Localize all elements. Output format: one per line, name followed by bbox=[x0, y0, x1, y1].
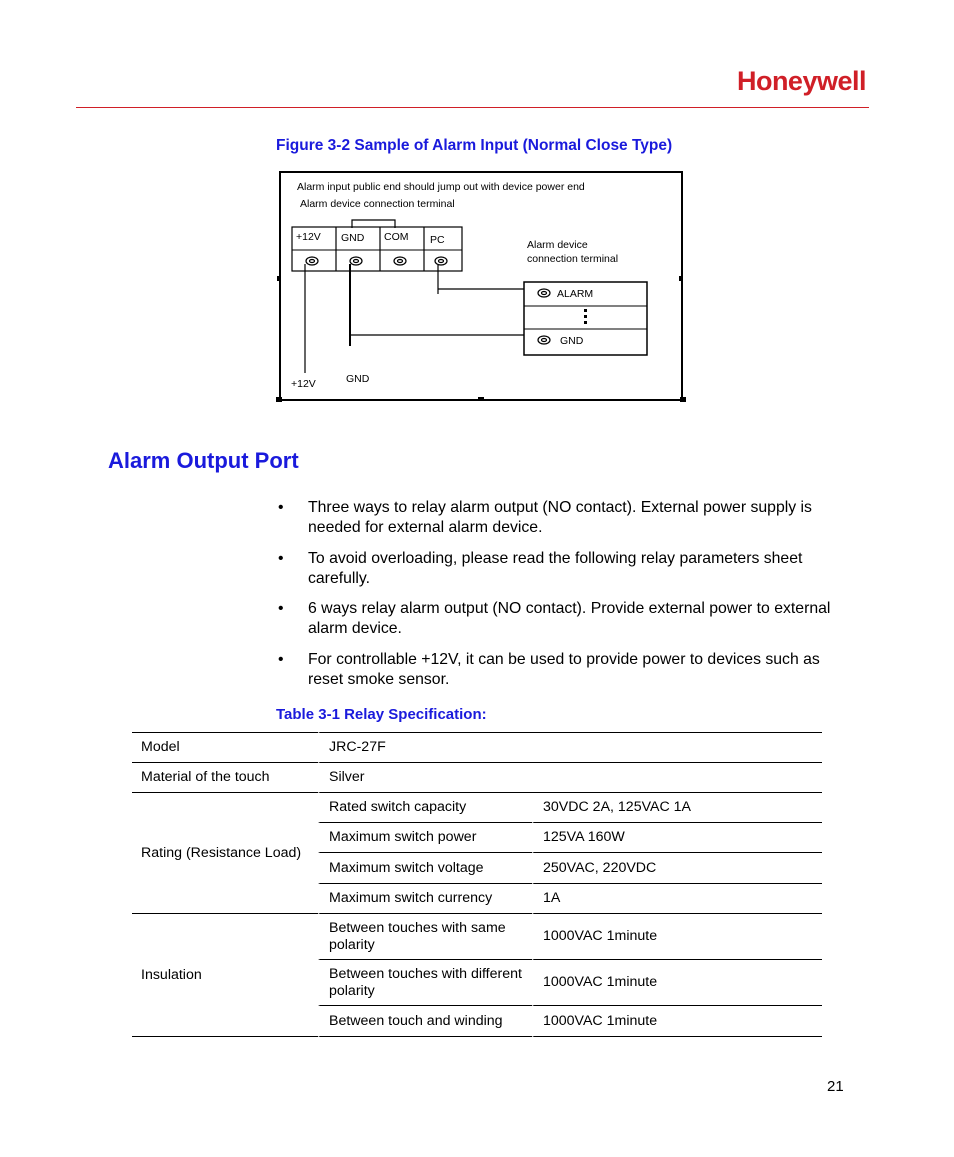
insulation-param: Between touches with different polarity bbox=[318, 960, 532, 1006]
figure-caption: Figure 3-2 Sample of Alarm Input (Normal Close Type) bbox=[276, 137, 673, 154]
table-row bbox=[132, 732, 822, 763]
terminal-pc-label: PC bbox=[430, 234, 445, 246]
page-number: 21 bbox=[827, 1078, 844, 1095]
terminal-12v-label: +12V bbox=[296, 231, 321, 243]
device-label-2: connection terminal bbox=[527, 253, 619, 265]
rating-param: Maximum switch currency bbox=[318, 884, 532, 914]
diagram-note-1: Alarm input public end should jump out with device power end bbox=[297, 181, 585, 193]
bottom-12v-label: +12V bbox=[291, 378, 316, 390]
insulation-label: Insulation bbox=[132, 914, 318, 1037]
insulation-param: Between touches with same polarity bbox=[318, 914, 532, 960]
material-value: Silver bbox=[318, 763, 822, 793]
header-rule bbox=[76, 107, 869, 108]
bullet-icon: • bbox=[278, 600, 284, 617]
device-gnd-label: GND bbox=[560, 335, 584, 347]
table-row bbox=[132, 793, 822, 823]
insulation-value: 1000VAC 1minute bbox=[532, 914, 822, 960]
model-value: JRC-27F bbox=[318, 732, 822, 763]
list-item: • 6 ways relay alarm output (NO contact). Provide external power to external alarm device. bbox=[278, 600, 831, 637]
rating-param: Rated switch capacity bbox=[318, 793, 532, 823]
model-label: Model bbox=[132, 732, 318, 763]
rating-value: 250VAC, 220VDC bbox=[532, 853, 822, 884]
insulation-value: 1000VAC 1minute bbox=[532, 960, 822, 1006]
screw-icon bbox=[306, 257, 447, 265]
rating-value: 30VDC 2A, 125VAC 1A bbox=[532, 793, 822, 823]
relay-spec-table bbox=[132, 732, 822, 1037]
terminal-com-label: COM bbox=[384, 231, 409, 243]
rating-param: Maximum switch voltage bbox=[318, 853, 532, 884]
bullet-list bbox=[276, 498, 856, 700]
table-row bbox=[132, 763, 822, 793]
list-item: • To avoid overloading, please read the following relay parameters sheet carefully. bbox=[278, 549, 803, 587]
list-item: • For controllable +12V, it can be used to provide power to devices such as reset smoke sensor. bbox=[278, 650, 820, 688]
alarm-input-diagram bbox=[274, 168, 688, 408]
terminal-gnd-label: GND bbox=[341, 232, 365, 244]
rating-value: 1A bbox=[532, 884, 822, 914]
rating-value: 125VA 160W bbox=[532, 823, 822, 853]
device-alarm-label: ALARM bbox=[557, 288, 594, 300]
material-label: Material of the touch bbox=[132, 763, 318, 793]
table-row bbox=[132, 914, 822, 960]
insulation-param: Between touch and winding bbox=[318, 1006, 532, 1037]
bullet-icon: • bbox=[278, 549, 284, 567]
insulation-value: 1000VAC 1minute bbox=[532, 1006, 822, 1037]
rating-label: Rating (Resistance Load) bbox=[132, 793, 318, 914]
bottom-gnd-label: GND bbox=[346, 373, 370, 385]
honeywell-logo: Honeywell bbox=[736, 66, 866, 96]
list-item: • Three ways to relay alarm output (NO contact). External power supply is needed for external alarm device. bbox=[278, 499, 812, 536]
rating-param: Maximum switch power bbox=[318, 823, 532, 853]
diagram-note-2: Alarm device connection terminal bbox=[300, 198, 455, 210]
section-title: Alarm Output Port bbox=[108, 448, 299, 473]
bullet-icon: • bbox=[278, 650, 284, 668]
ellipsis-icon bbox=[584, 309, 587, 324]
table-caption: Table 3-1 Relay Specification: bbox=[276, 706, 487, 723]
bullet-icon: • bbox=[278, 499, 284, 516]
device-label-1: Alarm device bbox=[527, 239, 588, 251]
